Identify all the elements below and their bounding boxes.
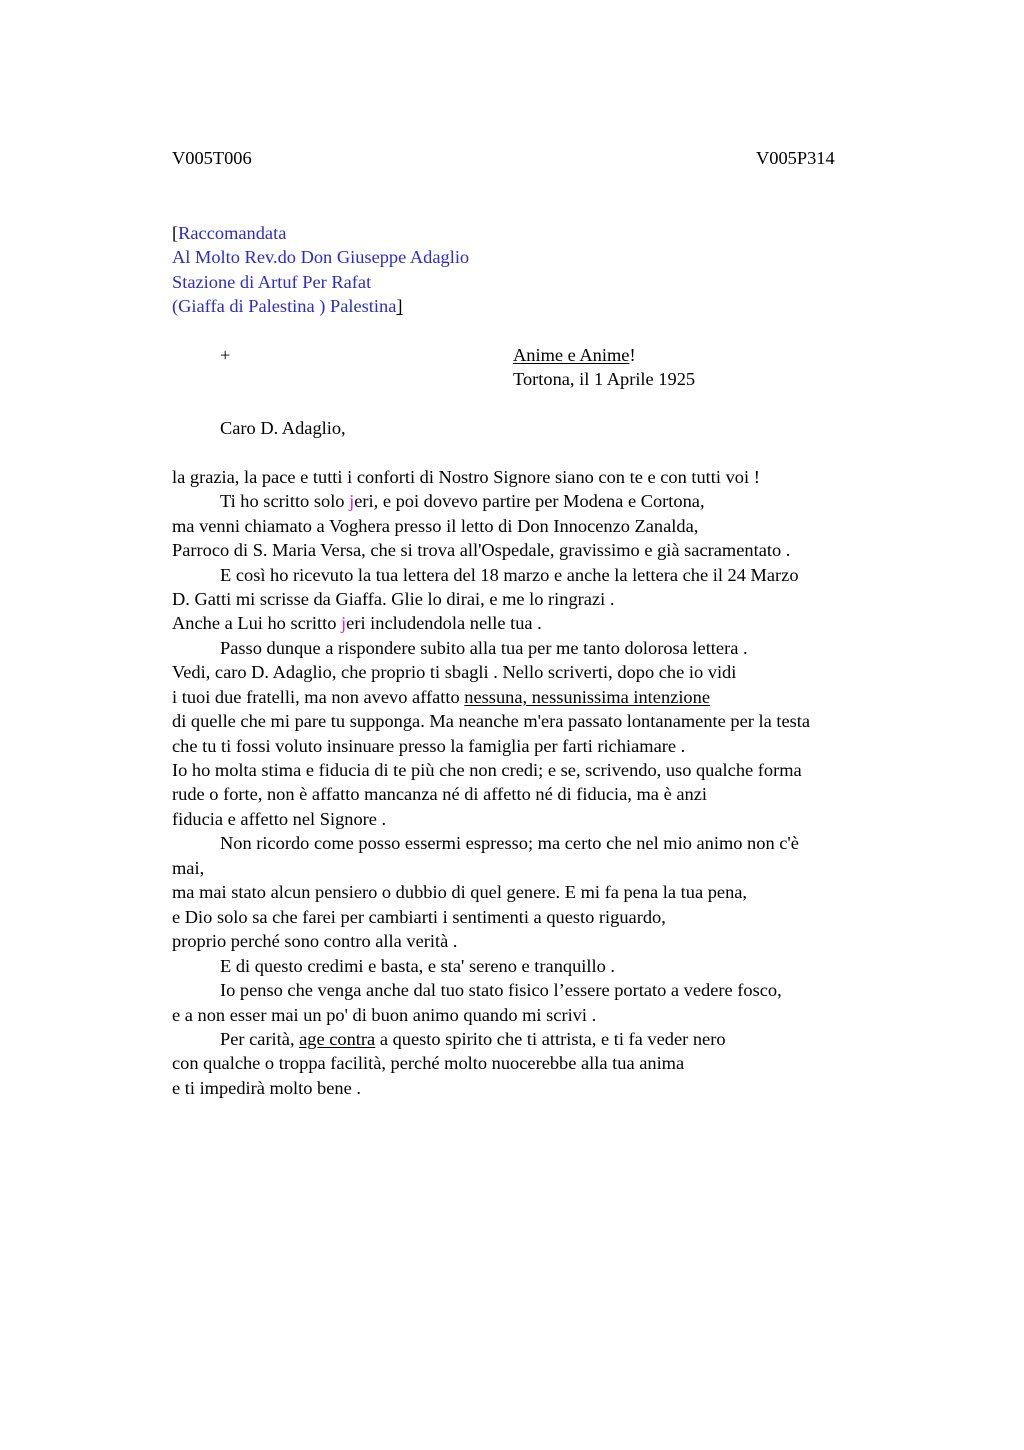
correction-mark: j: [349, 491, 355, 511]
address-line-1: [172, 221, 286, 245]
cross-symbol: +: [220, 345, 231, 365]
body-line: E di questo credimi e basta, e sta' sereno e tranquillo .: [220, 956, 616, 976]
address-registered: Raccomandata: [178, 223, 287, 243]
body-line: con qualche o troppa facilità, perché molto nuocerebbe alla tua anima: [172, 1053, 685, 1073]
motto: [513, 343, 636, 367]
body-line: Passo dunque a rispondere subito alla tua per me tanto dolorosa lettera .: [220, 638, 748, 658]
body-line: e Dio solo sa che farei per cambiarti i sentimenti a questo riguardo,: [172, 907, 666, 927]
body-line: E così ho ricevuto la tua lettera del 18 marzo e anche la lettera che il 24 Marzo: [220, 565, 799, 585]
body-text: Anche a Lui ho scritto: [172, 613, 342, 633]
body-line: la grazia, la pace e tutti i conforti di Nostro Signore siano con te e con tutti voi !: [172, 467, 760, 487]
body-line: che tu ti fossi voluto insinuare presso la famiglia per farti richiamare .: [172, 736, 686, 756]
body-text: a questo spirito che ti attrista, e ti fa veder nero: [375, 1029, 726, 1049]
underlined-text: nessuna, nessunissima intenzione: [464, 687, 710, 707]
underlined-text: age contra: [299, 1029, 376, 1049]
body-text: eri includendola nelle tua .: [346, 613, 542, 633]
body-line: ma venni chiamato a Voghera presso il letto di Don Innocenzo Zanalda,: [172, 516, 699, 536]
correction-mark: j: [341, 613, 347, 633]
body-line: Io penso che venga anche dal tuo stato fisico l’essere portato a vedere fosco,: [220, 980, 782, 1000]
body-text: Ti ho scritto solo: [220, 491, 350, 511]
body-line: ma mai stato alcun pensiero o dubbio di quel genere. E mi fa pena la tua pena,: [172, 882, 748, 902]
address-line-4: [172, 294, 403, 318]
body-line: [220, 1027, 726, 1051]
body-line: Parroco di S. Maria Versa, che si trova all'Ospedale, gravissimo e già sacramentato .: [172, 540, 791, 560]
body-line: Non ricordo come posso essermi espresso; ma certo che nel mio animo non c'è: [220, 833, 799, 853]
body-text: i tuoi due fratelli, ma non avevo affatto: [172, 687, 465, 707]
body-line: D. Gatti mi scrisse da Giaffa. Glie lo dirai, e me lo ringrazi .: [172, 589, 615, 609]
document-code-right: V005P314: [756, 148, 835, 168]
document-code-left: V005T006: [172, 148, 252, 168]
body-text: eri, e poi dovevo partire per Modena e Cortona,: [354, 491, 705, 511]
address-destination: (Giaffa di Palestina ) Palestina: [172, 296, 397, 316]
address-line-3: Stazione di Artuf Per Rafat: [172, 272, 372, 292]
body-line: proprio perché sono contro alla verità .: [172, 931, 458, 951]
body-line: [172, 611, 542, 635]
body-line: e a non esser mai un po' di buon animo quando mi scrivi .: [172, 1005, 597, 1025]
body-line: e ti impedirà molto bene .: [172, 1078, 361, 1098]
salutation: Caro D. Adaglio,: [220, 418, 346, 438]
body-line: fiducia e affetto nel Signore .: [172, 809, 387, 829]
address-line-2: Al Molto Rev.do Don Giuseppe Adaglio: [172, 247, 470, 267]
place-date: Tortona, il 1 Aprile 1925: [513, 369, 696, 389]
motto-text: Anime e Anime: [513, 345, 630, 365]
body-line: [172, 685, 710, 709]
close-bracket: ]: [396, 296, 403, 316]
body-line: Io ho molta stima e fiducia di te più che non credi; e se, scrivendo, uso qualche forma: [172, 760, 802, 780]
motto-punct: !: [629, 345, 636, 365]
body-line: rude o forte, non è affatto mancanza né di affetto né di fiducia, ma è anzi: [172, 784, 707, 804]
body-line: mai,: [172, 858, 205, 878]
open-bracket: [: [172, 223, 179, 243]
body-line: di quelle che mi pare tu supponga. Ma neanche m'era passato lontanamente per la testa: [172, 711, 811, 731]
body-line: [220, 489, 705, 513]
body-text: Per carità,: [220, 1029, 300, 1049]
body-line: Vedi, caro D. Adaglio, che proprio ti sbagli . Nello scriverti, dopo che io vidi: [172, 662, 737, 682]
